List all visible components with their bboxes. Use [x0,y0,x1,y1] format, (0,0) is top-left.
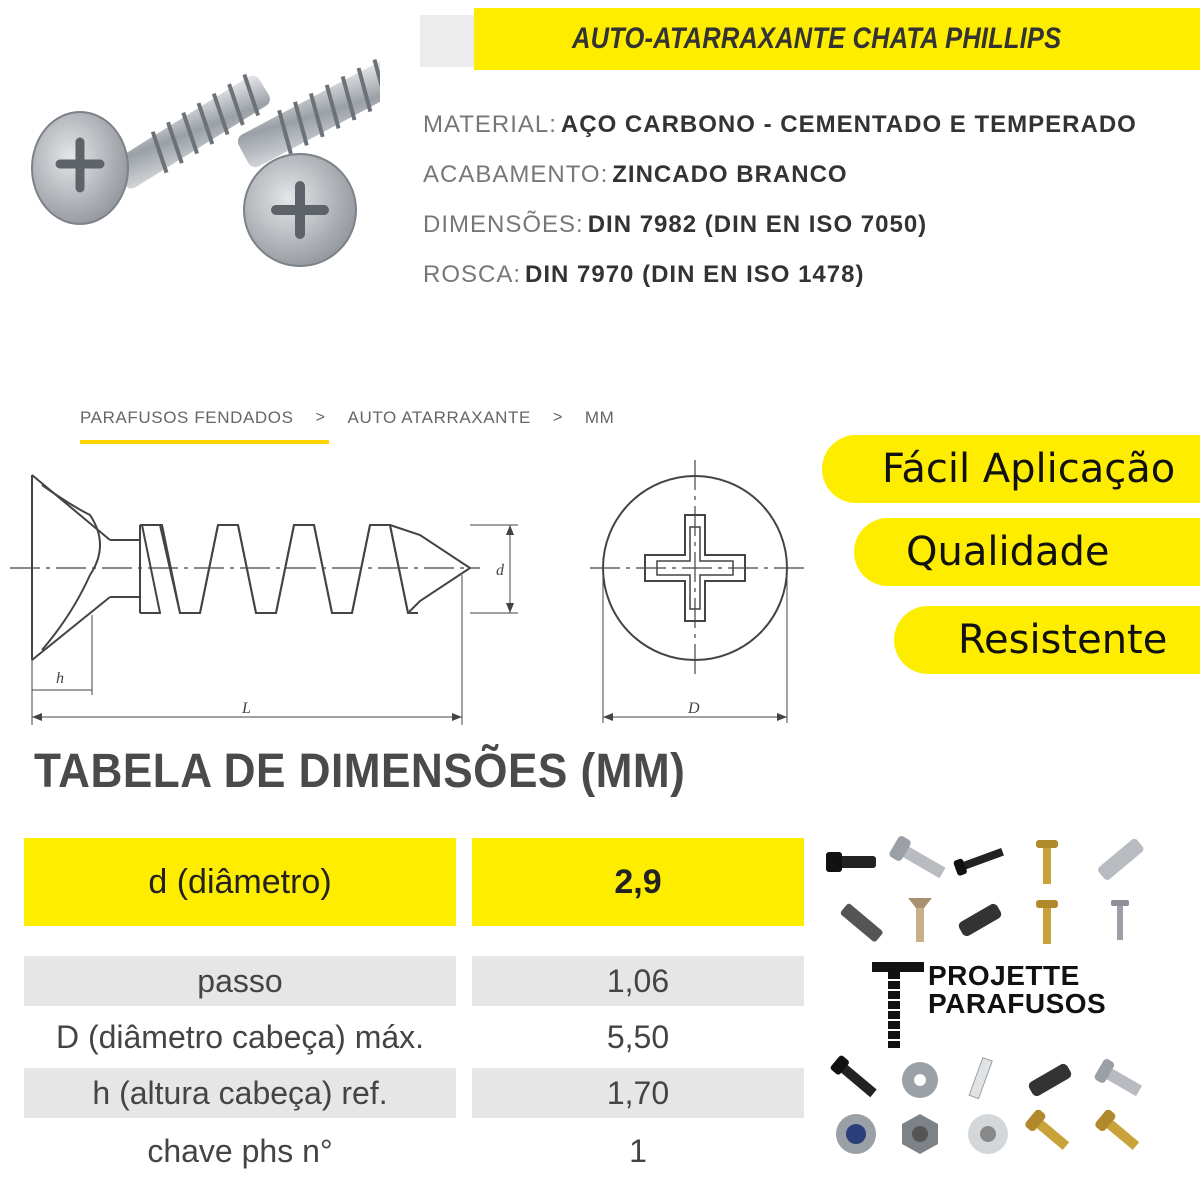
spec-finish [423,150,1200,200]
bolt-icon [969,1058,992,1099]
washer-icon [902,1062,938,1098]
spec-thread [423,250,1200,300]
logo-line-1: PROJETTE [928,960,1080,991]
breadcrumb [80,408,614,428]
breadcrumb-item-mm[interactable]: MM [584,408,615,427]
spec-value: DIN 7982 (DIN EN ISO 7050) [587,211,928,238]
wood-screw-icon [1036,900,1058,944]
set-screw-icon [957,902,1003,938]
machine-screw-icon [888,835,948,884]
hex-nut-icon [902,1114,938,1154]
feature-pill-facil-aplicacao [822,435,1200,503]
logo-mark-icon [872,962,924,1048]
feature-pill-qualidade [854,518,1200,586]
title-banner [474,8,1200,70]
feature-label: Fácil Aplicação [882,446,1176,492]
table-row-value: 5,50 [606,1018,670,1055]
dim-label-D: D [688,700,700,717]
brass-screw-icon-2 [1024,1108,1073,1154]
countersunk-screw-icon [908,898,932,942]
feature-label: Resistente [958,617,1168,663]
technical-drawing [0,455,820,735]
black-screw-icon [953,844,1005,876]
product-photo [20,30,380,280]
spec-dimensions [423,200,1200,250]
spec-material [423,100,1200,150]
spec-label: ACABAMENTO: [423,161,609,188]
socket-screw-icon [826,852,876,872]
spec-list [423,100,1200,300]
brass-screw-icon [1036,840,1058,884]
set-screw-icon-2 [1027,1062,1073,1098]
table-row-value: 1,70 [472,1068,804,1118]
spec-label: DIMENSÕES: [423,211,584,238]
table-row-label: D (diâmetro cabeça) máx. [55,1018,425,1055]
flange-nut-icon [968,1114,1008,1154]
breadcrumb-item-fendados[interactable]: PARAFUSOS FENDADOS [80,408,294,427]
lock-nut-icon [836,1114,876,1154]
breadcrumb-separator: > [315,409,326,426]
banner-accent [420,15,476,67]
table-row-label: passo [24,956,456,1006]
table-row-label: h (altura cabeça) ref. [24,1068,456,1118]
dim-label-h: h [56,670,64,687]
table-header-value: 2,9 [472,838,804,926]
logo-line-2: PARAFUSOS [928,988,1107,1019]
brand-logo-text [928,962,1106,1018]
spec-value: AÇO CARBONO - CEMENTADO E TEMPERADO [560,111,1137,138]
spec-label: ROSCA: [423,261,522,288]
brass-screw-icon-3 [1094,1108,1143,1154]
spec-label: MATERIAL: [423,111,557,138]
table-header-label: d (diâmetro) [24,838,456,926]
spec-value: DIN 7970 (DIN EN ISO 1478) [525,261,865,288]
anchor-icon [1096,837,1145,881]
feature-pill-resistente [894,606,1200,674]
table-row-value: 1 [629,1132,647,1169]
feature-label: Qualidade [906,529,1110,575]
plug-anchor-icon [840,903,884,943]
table-row-label: chave phs n° [147,1132,333,1169]
dim-label-L: L [242,700,251,717]
table-row-value: 1,06 [472,956,804,1006]
black-screw-icon-2 [829,1054,879,1100]
spec-value: ZINCADO BRANCO [612,161,848,188]
table-title: TABELA DE DIMENSÕES (MM) [34,745,686,798]
breadcrumb-separator: > [552,409,563,426]
breadcrumb-active-underline [80,440,329,444]
machine-screw-icon-2 [1093,1058,1145,1102]
product-title: AUTO-ATARRAXANTE CHATA PHILLIPS [572,22,1062,55]
self-drilling-screw-icon [1111,900,1129,940]
breadcrumb-item-auto-atarraxante[interactable]: AUTO ATARRAXANTE [347,408,531,427]
dim-label-d: d [496,562,504,579]
